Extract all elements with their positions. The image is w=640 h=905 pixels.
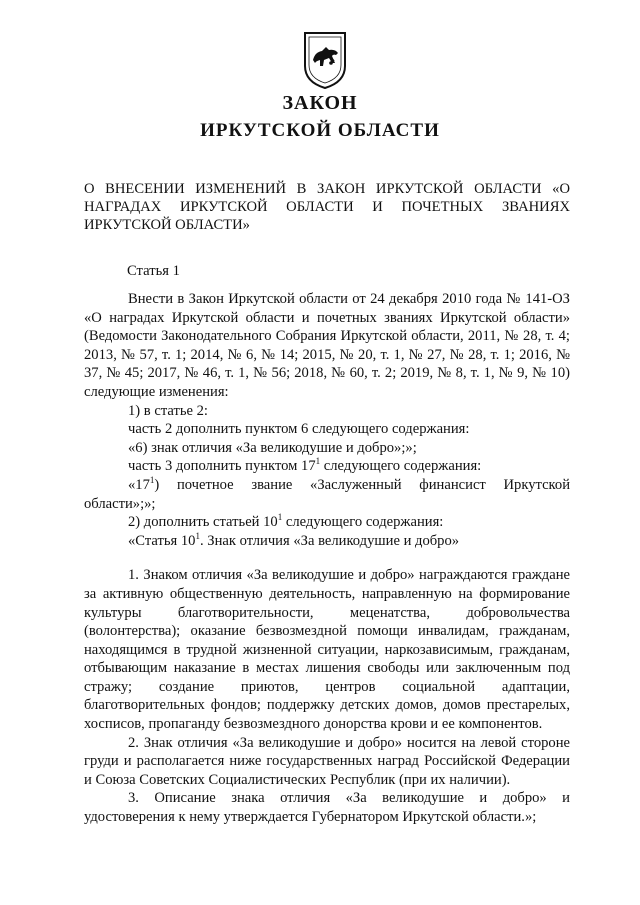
list-item: «$17^1$) почетное звание «Заслуженный финансист Иркутской области»;»; [84, 475, 570, 512]
document-title: ЗАКОН [282, 92, 358, 114]
document-title-region: ИРКУТСКОЙ ОБЛАСТИ [200, 120, 440, 141]
law-subject: О ВНЕСЕНИИ ИЗМЕНЕНИЙ В ЗАКОН ИРКУТСКОЙ ОБЛАСТИ «О НАГРАДАХ ИРКУТСКОЙ ОБЛАСТИ И ПОЧЕТНЫХ ЗВАНИЯХ ИРКУТСКОЙ ОБЛАСТИ» [84, 181, 570, 233]
coat-of-arms-icon [302, 30, 348, 90]
paragraph: 3. Описание знака отличия «За великодушие и добро» и удостоверения к нему утверждается Губернатором Иркутской области.»; [84, 790, 570, 826]
paragraph: 2. Знак отличия «За великодушие и добро» носится на левой стороне груди и располагается ниже государственных наград Российской Федерации и Союза Советских Социалистических Республик (при их наличии). [84, 734, 570, 788]
list-item: часть 3 дополнить пунктом $17^1$ следующего содержания: [128, 456, 482, 475]
law-body [84, 290, 570, 827]
list-item: 1) в статье 2: [128, 402, 208, 419]
article-heading: Статья 1 [127, 263, 180, 279]
list-item: «6) знак отличия «За великодушие и добро»;»; [128, 439, 417, 456]
list-item: 2) дополнить статьей $10^1$ следующего содержания: [128, 512, 444, 531]
list-item: «Статья $10^1$. Знак отличия «За великодушие и добро» [128, 530, 460, 549]
paragraph: 1. Знаком отличия «За великодушие и добро» награждаются граждане за активную общественную деятельность, направленную на формирование культуры благотворительности, меценатства, добровольчества (волонтерства); оказание безвозмездной помощи инвалидам, гражданам, находящимся в трудной жизненной ситуации, наркозависимым, гражданам, отбывающим наказание в местах лишения свободы или заключенным под стражу; создание приютов, центров социальной адаптации, благотворительных фондов; поддержку детских домов, домов престарелых, хосписов, пропаганду безвозмездного донорства крови и ее компонентов. [84, 567, 570, 733]
list-item: часть 2 дополнить пунктом 6 следующего содержания: [128, 421, 470, 438]
intro-paragraph: Внести в Закон Иркутской области от 24 декабря 2010 года № 141-ОЗ «О наградах Иркутской области и почетных званиях Иркутской области» (Ведомости Законодательного Собрания Иркутской области, 2011, № 28, т. 4; 2013, № 57, т. 1; 2014, № 6, № 14; 2015, № 20, т. 1, № 27, № 28, т. 1; 2016, № 37, № 45; 2017, № 46, т. 1, № 56; 2018, № 60, т. 2; 2019, № 8, т. 1, № 9, № 10) следующие изменения: [84, 291, 570, 400]
